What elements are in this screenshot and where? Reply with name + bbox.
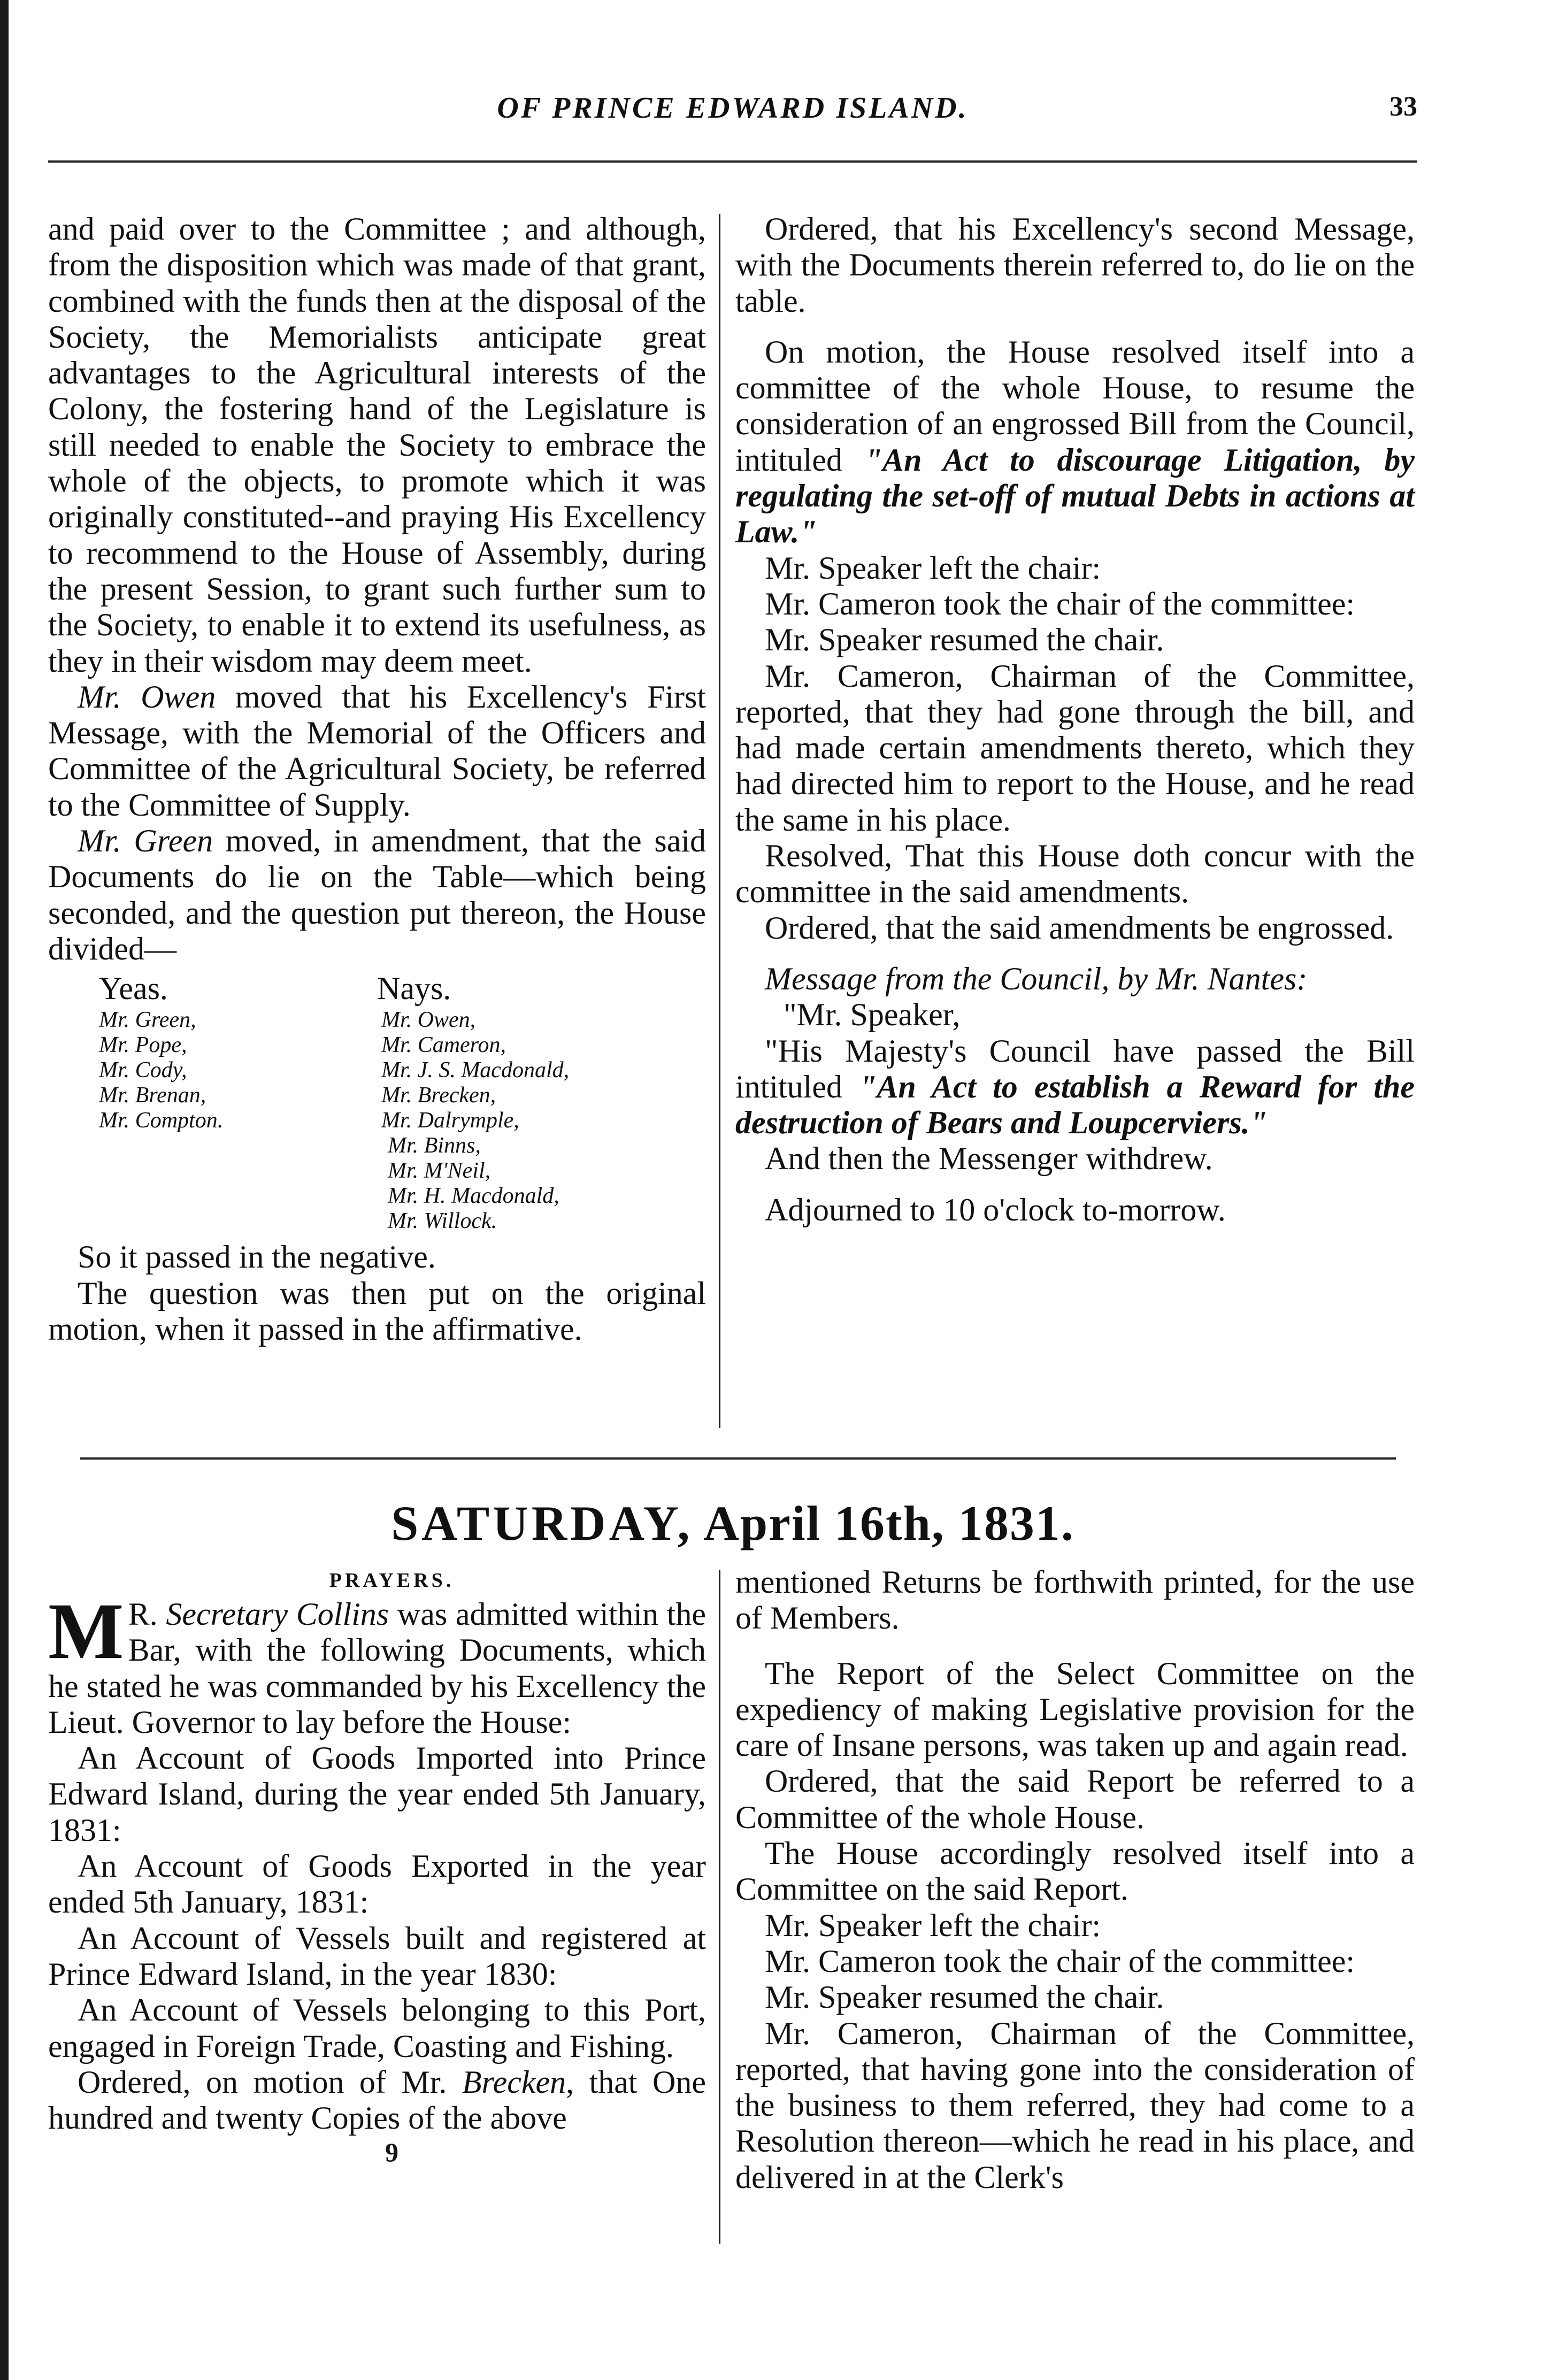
nays-heading: Nays. [377,971,451,1007]
paragraph-text: "His Majesty's Council have passed the Bill intituled [735,1033,1415,1104]
paragraph: The House accordingly resolved itself into a Committee on the said Report. [735,1836,1415,1907]
paragraph: Mr. Cameron, Chairman of the Committee, reported, that they had gone through the bill, and had made certain amendments thereto, which they had directed him to report to the House, and he read the same in his place. [735,658,1415,838]
paragraph-text: On motion, the House resolved itself into a committee of the whole House, to resume the consideration of an engrossed Bill from the Council, intituled [735,334,1415,478]
member-name: Mr. Green [78,823,213,859]
paragraph: So it passed in the negative. [78,1239,436,1275]
vote-entry: Mr. Willock. [388,1209,497,1234]
paragraph: An Account of Goods Imported into Prince Edward Island, during the year ended 5th January, 1831: [48,1740,706,1848]
paragraph [735,961,1415,997]
vote-entry: Mr. Green, [99,1008,196,1033]
vote-entry: Mr. Owen, [381,1008,476,1033]
paragraph: Ordered, that the said amendments be engrossed. [765,910,1394,946]
signature-mark: 9 [385,2137,398,2168]
paragraph: And then the Messenger withdrew. [765,1141,1213,1177]
paragraph-text: moved, in amendment, that the said Documents do lie on the Table—which being seconded, and the question put thereon, the House divided— [48,823,707,966]
paragraph-text: was admitted within the Bar, with the following Documents, which he stated he was commanded by his Excellency the Lieut. Governor to lay before the House: [48,1596,706,1740]
paragraph: The Report of the Select Committee on the expediency of making Legislative provision for the care of Insane persons, was taken up and again read. [735,1655,1415,1763]
header-rule [48,160,1417,163]
paragraph: An Account of Vessels built and registered at Prince Edward Island, in the year 1830: [48,1920,706,1992]
paragraph: An Account of Goods Exported in the year ended 5th January, 1831: [48,1848,706,1920]
bottom-right-column [735,1564,1415,2195]
nays-column [377,971,569,1234]
paragraph [48,2064,706,2137]
paragraph: The question was then put on the original motion, when it passed in the affirmative. [48,1275,706,1347]
running-header [48,91,1417,134]
vote-entry: Mr. Brenan, [99,1083,206,1108]
paragraph-text: , that One hundred and twenty Copies of the above [48,2064,707,2136]
page-number: 33 [1389,91,1417,122]
member-name: Mr. Owen [78,679,216,715]
top-right-column [735,211,1415,1228]
vote-entry: Mr. M'Neil, [388,1158,491,1184]
section-rule [80,1457,1396,1460]
column-divider-bottom [719,1570,720,2244]
vote-entry: Mr. Dalrymple, [381,1108,519,1133]
paragraph: Mr. Cameron took the chair of the committee: [765,586,1355,621]
vote-entry: Mr. H. Macdonald, [388,1184,559,1209]
paragraph: Ordered, that his Excellency's second Message, with the Documents therein referred to, do lie on the table. [735,211,1415,319]
paragraph-text: Ordered, on motion of Mr. [78,2064,462,2100]
paragraph: mentioned Returns be forthwith printed, for the use of Members. [735,1564,1415,1636]
paragraph: Adjourned to 10 o'clock to-morrow. [765,1192,1226,1227]
paragraph: Mr. Speaker resumed the chair. [765,622,1164,658]
vote-entry: Mr. Compton. [99,1108,224,1133]
paragraph: Resolved, That this House doth concur with the committee in the said amendments. [735,838,1415,910]
prayers-heading: PRAYERS. [329,1569,455,1592]
paragraph: Mr. Cameron took the chair of the committee: [765,1943,1355,1979]
message-heading: Message from the Council, by Mr. Nantes: [765,961,1308,996]
vote-entry: Mr. Brecken, [381,1083,496,1108]
paragraph: Mr. Cameron, Chairman of the Committee, reported, that having gone into the consideration of the business to them referred, they had come to a Resolution thereon—which he read in his place, and delivered in at the Clerk's [735,2015,1415,2195]
vote-entry: Mr. Binns, [388,1133,481,1158]
bill-title: "An Act to discourage Litigation, by regulating the set-off of mutual Debts in actions at Law." [735,442,1415,550]
scan-edge-bar [0,0,9,2380]
top-left-column [48,211,706,1347]
paragraph [735,1033,1415,1141]
paragraph: Ordered, that the said Report be referred to a Committee of the whole House. [735,1763,1415,1835]
paragraph [48,823,706,967]
running-title: OF PRINCE EDWARD ISLAND. [497,91,969,125]
paragraph-text: moved that his Excellency's First Message, with the Memorial of the Officers and Committee of the Agricultural Society, be referred to the Committee of Supply. [48,679,706,823]
bill-title: "An Act to establish a Reward for the destruction of Bears and Loupcerviers." [735,1069,1415,1141]
division-list [48,971,706,1234]
day-weekday: SATURDAY, [391,1496,693,1550]
drop-cap: M [48,1587,124,1676]
paragraph [48,1587,706,1740]
column-divider-top [719,214,720,1428]
member-name: Brecken [462,2064,566,2100]
vote-entry: Mr. Cameron, [381,1033,506,1058]
yeas-column [48,971,377,1234]
day-heading [48,1495,1417,1552]
paragraph: and paid over to the Committee ; and although, from the disposition which was made of that grant, combined with the funds then at the disposal of the Society, the Memorialists anticipate great advantages to the Agricultural interests of the Colony, the fostering hand of the Legislature is still needed to enable the Society to embrace the whole of the objects, to promote which it was originally constituted--and praying His Excellency to recommend to the House of Assembly, during the present Session, to grant such further sum to the Society, to enable it to extend its usefulness, as they in their wisdom may deem meet. [48,211,706,679]
paragraph [48,679,706,823]
vote-entry: Mr. Cody, [99,1058,187,1083]
vote-entry: Mr. J. S. Macdonald, [381,1058,570,1083]
paragraph [735,334,1415,550]
paragraph: An Account of Vessels belonging to this Port, engaged in Foreign Trade, Coasting and Fishing. [48,1992,706,2064]
member-name: Secretary Collins [166,1596,389,1632]
paragraph: Mr. Speaker left the chair: [765,550,1101,586]
paragraph: Mr. Speaker resumed the chair. [765,1979,1164,2015]
paragraph: "Mr. Speaker, [784,997,961,1033]
vote-entry: Mr. Pope, [99,1033,187,1058]
day-date: April 16th, 1831. [703,1496,1074,1550]
paragraph-text: R. [128,1596,166,1632]
bottom-left-column [48,1564,706,2168]
yeas-heading: Yeas. [99,971,168,1007]
paragraph: Mr. Speaker left the chair: [765,1907,1101,1943]
